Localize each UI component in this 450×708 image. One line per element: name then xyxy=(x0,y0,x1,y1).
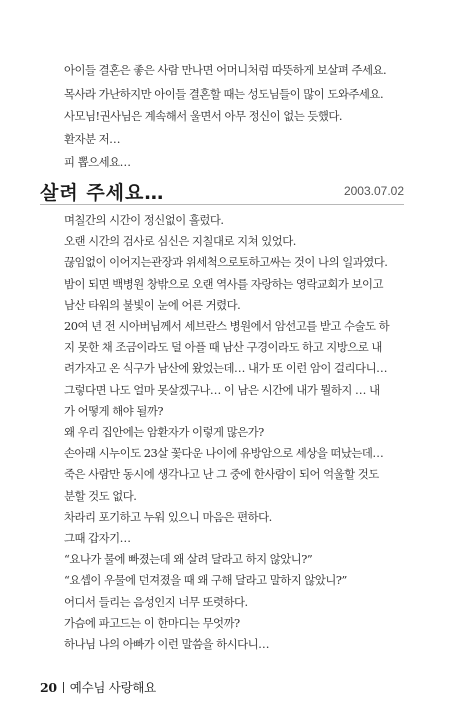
text-line: 오랜 시간의 검사로 심신은 지칠대로 지쳐 있었다. xyxy=(64,234,296,249)
text-line: 며칠간의 시간이 정신없이 흘렀다. xyxy=(64,213,224,227)
text-line: 피 뽑으세요… xyxy=(64,155,131,169)
text-line: 하나님 나의 아빠가 이런 말씀을 하시다니… xyxy=(64,637,270,651)
text-line: 죽은 사람만 동시에 생각나고 난 그 중에 한사람이 되어 억울할 것도 xyxy=(64,467,379,482)
text-line: 가슴에 파고드는 이 한마디는 무엇까? xyxy=(64,615,240,630)
text-line: 왜 우리 집안에는 암환자가 이렇게 많은가? xyxy=(64,425,264,439)
page-footer xyxy=(40,678,156,696)
heading-divider xyxy=(40,204,404,205)
text-line: 사모님!권사님은 계속해서 울면서 아무 정신이 없는 듯했다. xyxy=(64,109,343,123)
text-line: 그렇다면 나도 얼마 못살겠구나… 이 남은 시간에 내가 뭘하지 … 내 xyxy=(64,382,380,397)
footer-separator xyxy=(63,682,64,693)
section-date: 2003.07.02 xyxy=(343,184,404,198)
text-line: 어디서 들리는 음성인지 너무 또렷하다. xyxy=(64,594,248,609)
section-title: 살려 주세요… xyxy=(40,182,165,204)
text-line: 20여 년 전 시아버님께서 세브란스 병원에서 암선고를 받고 수술도 하 xyxy=(64,319,390,333)
text-line: 밤이 되면 백병원 창밖으로 오랜 역사를 자랑하는 영락교회가 보이고 xyxy=(64,276,384,291)
text-line: 환자분 저… xyxy=(64,132,121,146)
text-line: 가 어떻게 해야 될까? xyxy=(64,403,163,418)
text-line: 목사라 가난하지만 아이들 결혼할 때는 성도님들이 많이 도와주세요. xyxy=(64,87,384,101)
text-line: 남산 타워의 불빛이 눈에 어른 거렸다. xyxy=(64,297,241,312)
text-line: 려가자고 온 식구가 남산에 왔었는데… 내가 또 이런 암이 걸리다니… xyxy=(64,361,387,376)
text-line: 차라리 포기하고 누워 있으니 마음은 편하다. xyxy=(64,509,272,524)
page-number: 20 xyxy=(40,679,57,695)
book-title: 예수님 사랑해요 xyxy=(69,680,156,695)
text-line: 분할 것도 없다. xyxy=(64,488,137,503)
text-line: “요나가 물에 빠졌는데 왜 살려 달라고 하지 않았니?” xyxy=(64,552,313,567)
text-line: 손아래 시누이도 23살 꽃다운 나이에 유방암으로 세상을 떠났는데… xyxy=(64,446,384,461)
text-line: 아이들 결혼은 좋은 사람 만나면 어머니처럼 따뜻하게 보살펴 주세요. xyxy=(64,63,387,77)
text-line: 그때 갑자기… xyxy=(64,531,131,545)
text-line: 지 못한 채 조금이라도 덜 아플 때 남산 구경이라도 하고 지방으로 내 xyxy=(64,340,382,355)
text-line: “요셉이 우물에 던져졌을 때 왜 구해 달라고 말하지 않았니?” xyxy=(64,573,347,588)
text-line: 끊임없이 이어지는관장과 위세척으로토하고싸는 것이 나의 일과였다. xyxy=(64,255,388,270)
